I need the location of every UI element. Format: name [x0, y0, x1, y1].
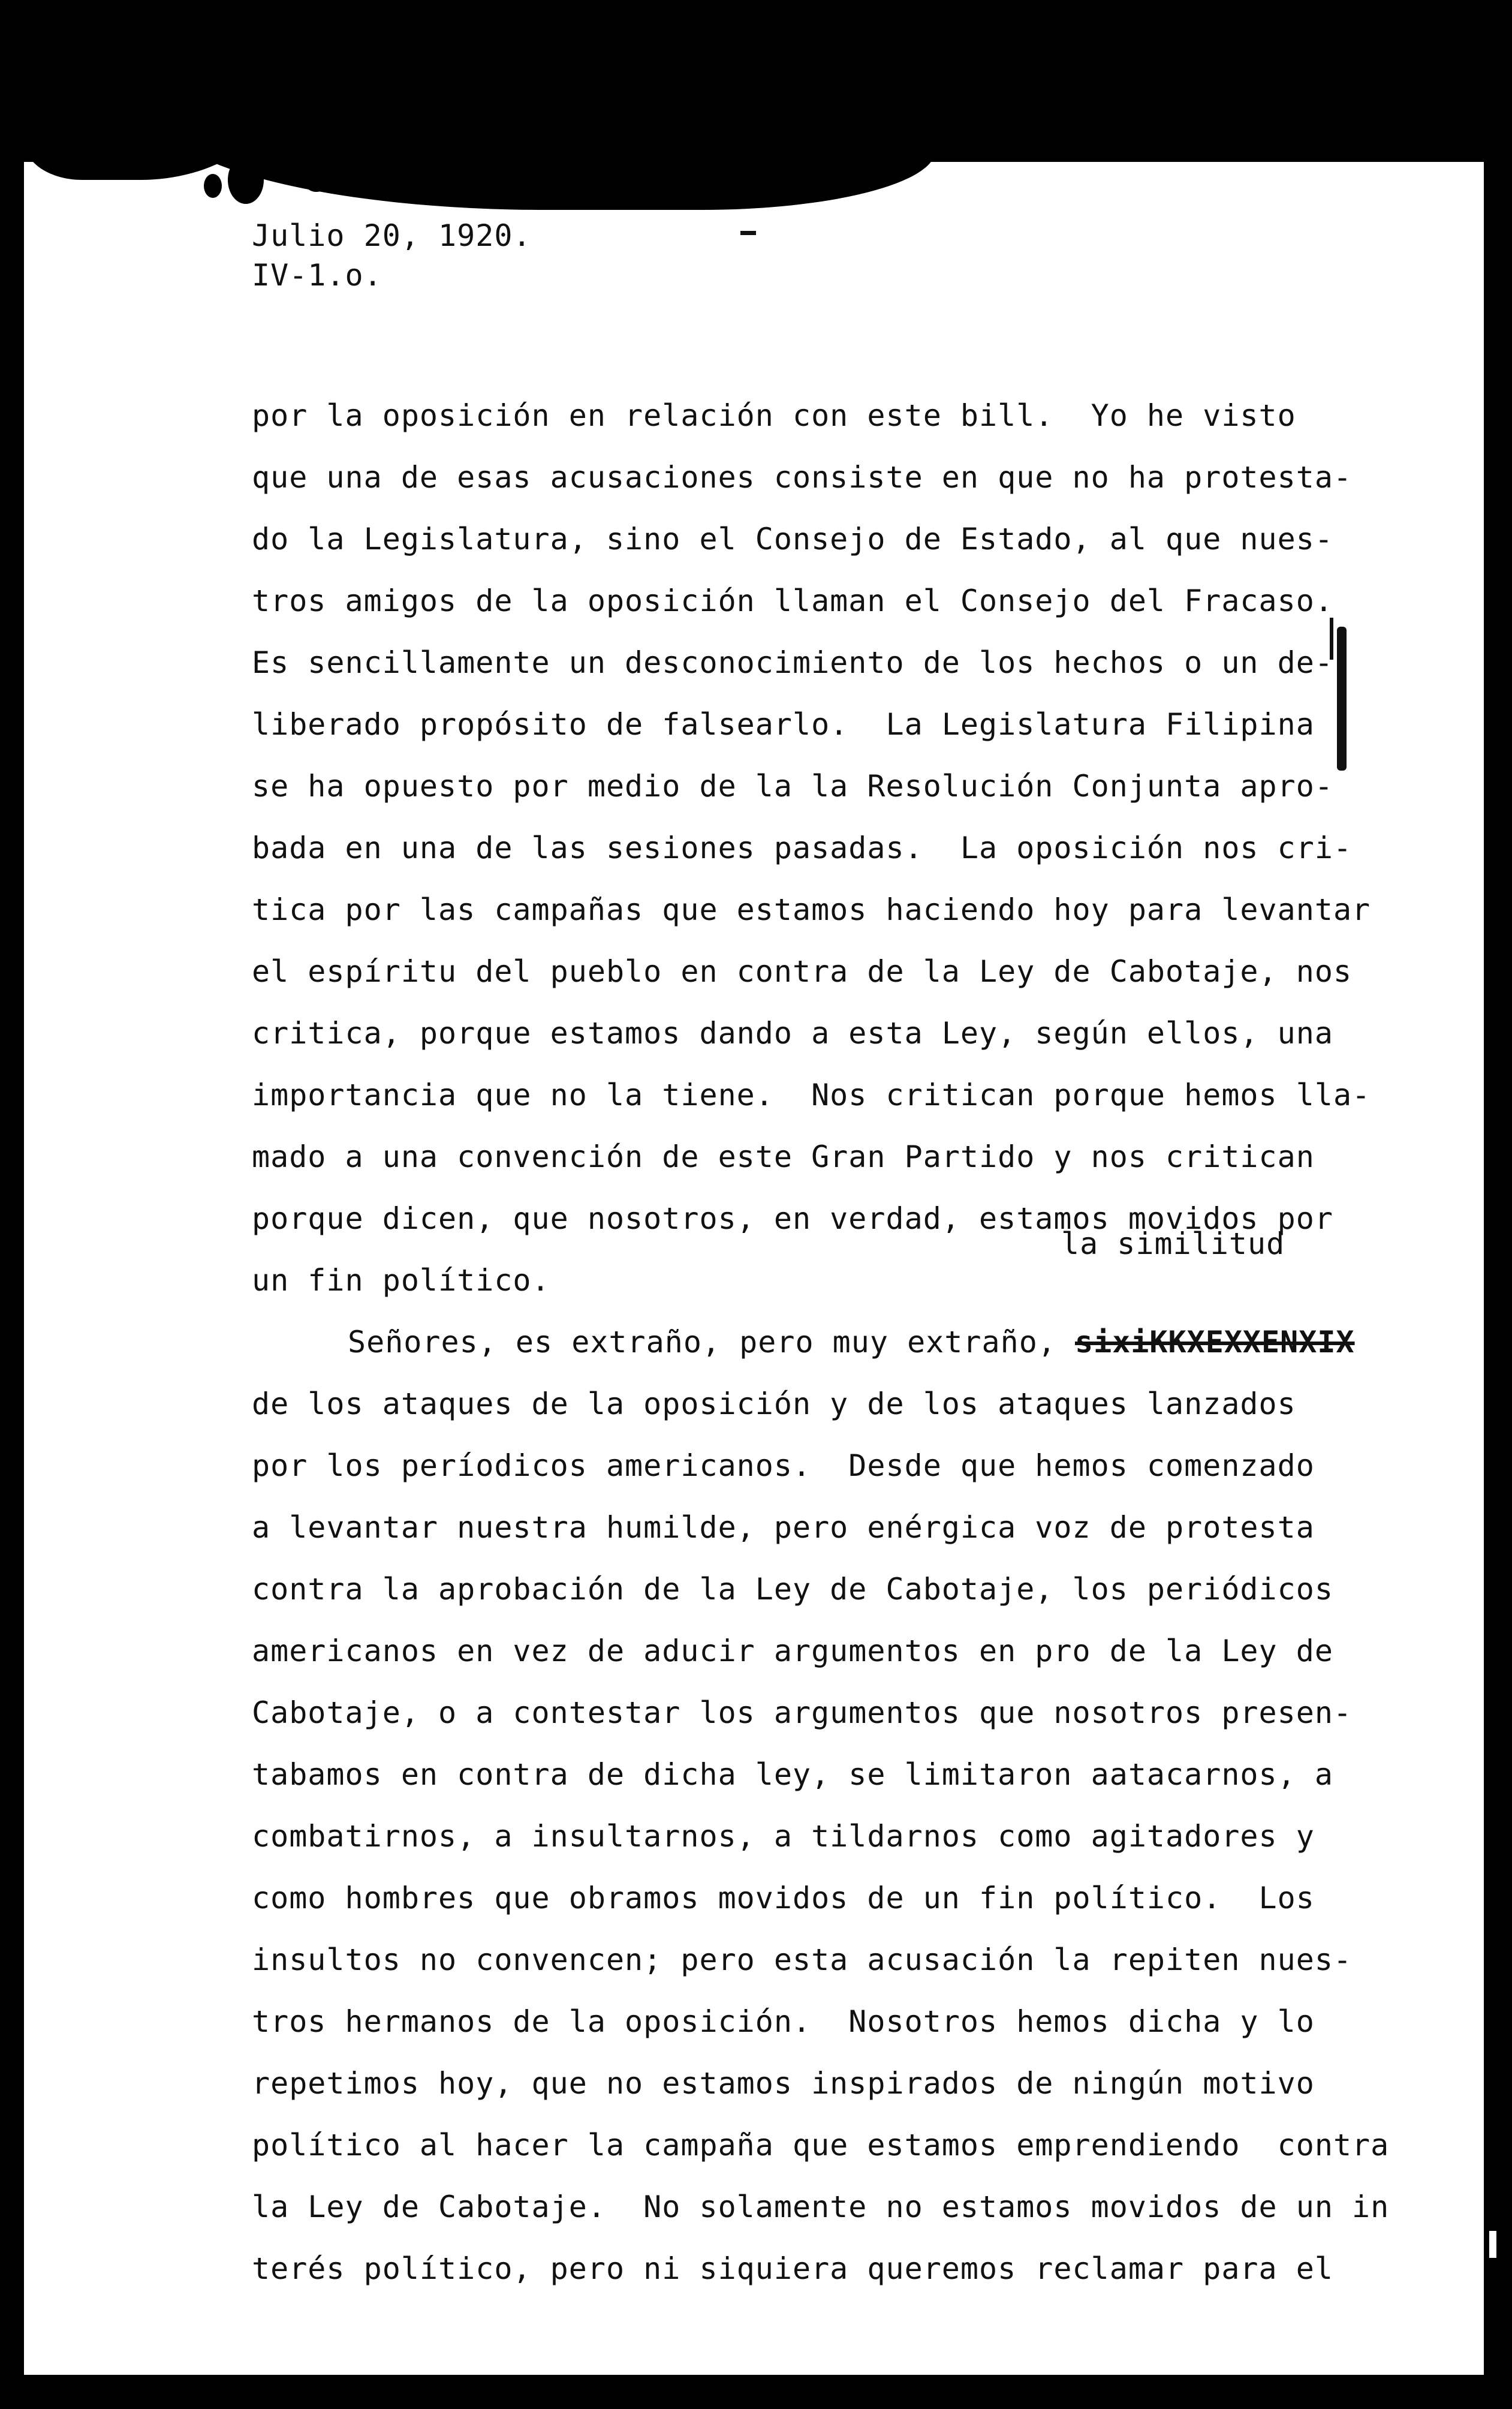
text-line: de los ataques de la oposición y de los ataques lanzados	[252, 1387, 1296, 1421]
text-line: a levantar nuestra humilde, pero enérgica voz de protesta	[252, 1510, 1315, 1545]
text-line: un fin político.	[252, 1263, 550, 1298]
handwritten-insertion: la similitud	[1061, 1226, 1285, 1261]
text-line: por la oposición en relación con este bill. Yo he visto	[252, 398, 1296, 433]
text-line: contra la aprobación de la Ley de Cabotaje, los periódicos	[252, 1572, 1333, 1607]
text-line: insultos no convencen; pero esta acusación la repiten nues-	[252, 1942, 1353, 1977]
struck-out-text: sixiKKXEXXENXIX	[1075, 1325, 1355, 1360]
text-line: terés político, pero ni siquiera queremos reclamar para el	[252, 2251, 1333, 2286]
text-line: el espíritu del pueblo en contra de la Ley de Cabotaje, nos	[252, 954, 1353, 989]
burn-mark-spot-2	[300, 150, 333, 192]
text-line: combatirnos, a insultarnos, a tildarnos como agitadores y	[252, 1819, 1315, 1854]
text-line: tros hermanos de la oposición. Nosotros hemos dicha y lo	[252, 2004, 1315, 2039]
burn-mark-spot-3	[204, 174, 222, 198]
text-line: importancia que no la tiene. Nos critican porque hemos lla-	[252, 1078, 1371, 1112]
text-line: que una de esas acusaciones consiste en que no ha protesta-	[252, 460, 1353, 495]
typed-text-block	[252, 216, 1390, 2300]
text-line: Cabotaje, o a contestar los argumentos que nosotros presen-	[252, 1695, 1353, 1730]
text-line: liberado propósito de falsearlo. La Legislatura Filipina	[252, 707, 1315, 742]
paragraph-1	[252, 385, 1371, 1312]
text-line: político al hacer la campaña que estamos emprendiendo contra	[252, 2128, 1390, 2163]
burn-mark-top	[156, 12, 935, 210]
text-line: tabamos en contra de dicha ley, se limitaron aatacarnos, a	[252, 1757, 1333, 1792]
text-line: como hombres que obramos movidos de un fin político. Los	[252, 1881, 1315, 1915]
header-date: Julio 20, 1920.	[252, 218, 532, 253]
text-line: repetimos hoy, que no estamos inspirados de ningún motivo	[252, 2066, 1315, 2101]
paragraph-2	[252, 1312, 1390, 2300]
edge-notch-tick	[1489, 2231, 1496, 2258]
edge-notch	[1484, 2219, 1512, 2267]
text-line: tros amigos de la oposición llaman el Consejo del Fracaso.	[252, 584, 1333, 618]
text-line: do la Legislatura, sino el Consejo de Estado, al que nues-	[252, 522, 1333, 557]
text-line: americanos en vez de aducir argumentos en pro de la Ley de	[252, 1634, 1333, 1668]
burn-mark-spot-1	[228, 156, 264, 204]
first-line-text: Señores, es extraño, pero muy extraño,	[348, 1325, 1075, 1360]
text-line: tica por las campañas que estamos haciendo hoy para levantar	[252, 892, 1371, 927]
header-page-reference: IV-1.o.	[252, 258, 382, 293]
text-line: bada en una de las sesiones pasadas. La oposición nos cri-	[252, 831, 1353, 865]
paragraph-2-first-line	[252, 1312, 1367, 1373]
text-line: se ha opuesto por medio de la la Resolución Conjunta apro-	[252, 769, 1333, 804]
text-line: por los períodicos americanos. Desde que hemos comenzado	[252, 1448, 1315, 1483]
text-line: Es sencillamente un desconocimiento de los hechos o un de-	[252, 645, 1333, 680]
text-line: la Ley de Cabotaje. No solamente no estamos movidos de un in	[252, 2190, 1390, 2224]
text-line: critica, porque estamos dando a esta Ley, según ellos, una	[252, 1016, 1333, 1051]
text-line: porque dicen, que nosotros, en verdad, estamos movidos por	[252, 1201, 1333, 1236]
text-line: mado a una convención de este Gran Partido y nos critican	[252, 1139, 1315, 1174]
header-spacer	[252, 295, 1367, 385]
